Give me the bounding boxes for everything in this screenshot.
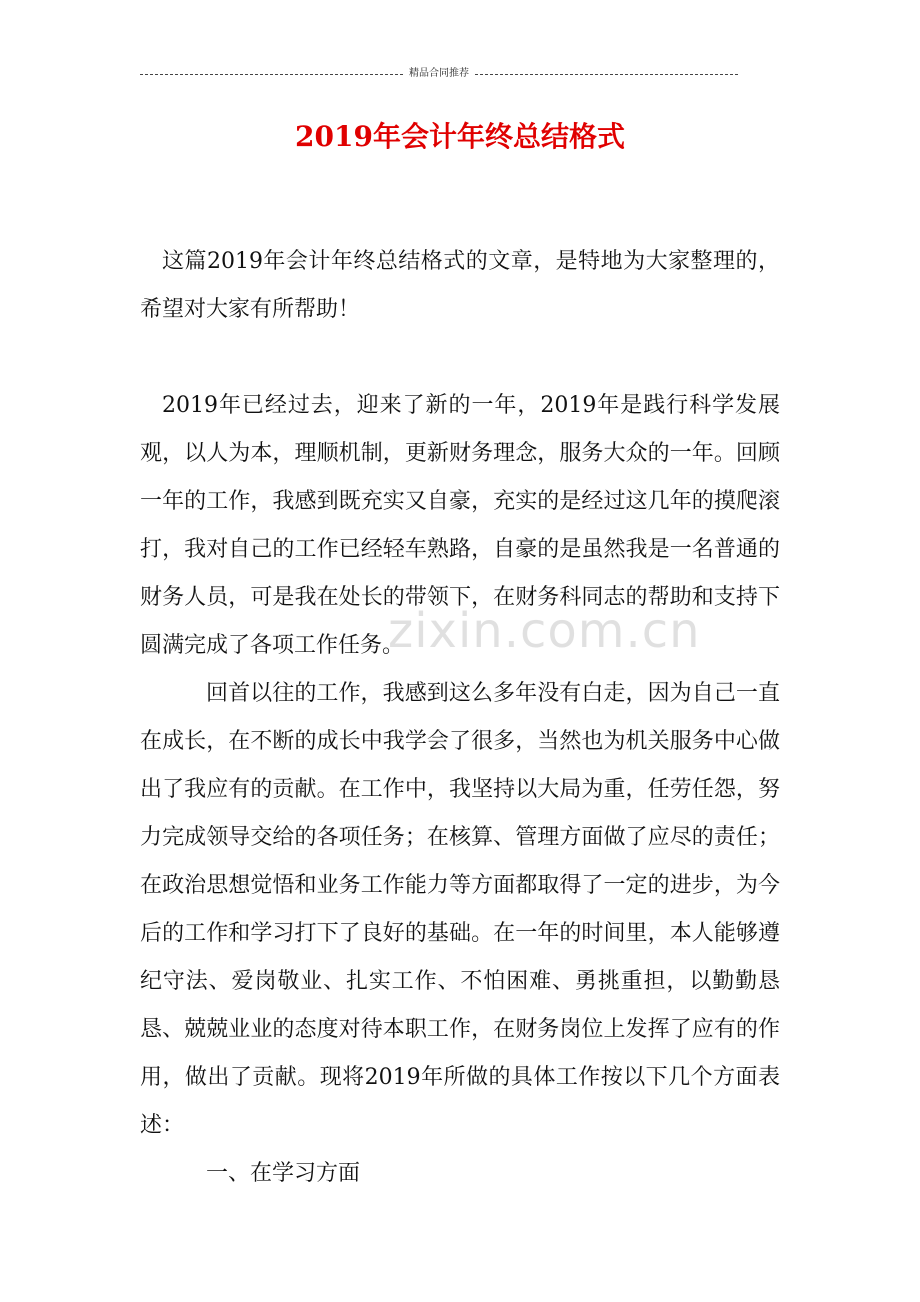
header-label: 精品合同推荐 [409,68,469,79]
page-header [140,66,738,82]
intro-paragraph: 这篇2019年会计年终总结格式的文章，是特地为大家整理的，希望对大家有所帮助！ [140,249,780,322]
document-body [140,238,780,1198]
document-title: 2019年会计年终总结格式 [295,120,625,153]
body-paragraph-2: 回首以往的工作，我感到这么多年没有白走，因为自己一直在成长，在不断的成长中我学会了很多，当然也为机关服务中心做出了我应有的贡献。在工作中，我坚持以大局为重，任劳任怨，努力完成领导交给的各项任务；在核算、管理方面做了应尽的责任；在政治思想觉悟和业务工作能力等方面都取得了一定的进步，为今后的工作和学习打下了良好的基础。在一年的时间里，本人能够遵纪守法、爱岗敬业、扎实工作、不怕困难、勇挑重担，以勤勤恳恳、兢兢业业的态度对待本职工作，在财务岗位上发挥了应有的作用，做出了贡献。现将2019年所做的具体工作按以下几个方面表述： [140,681,780,1138]
watermark: zixin.com.cn [388,603,701,659]
header-dash-left [140,74,403,75]
body-paragraph-1: 2019年已经过去，迎来了新的一年，2019年是践行科学发展观，以人为本，理顺机制，更新财务理念，服务大众的一年。回顾一年的工作，我感到既充实又自豪，充实的是经过这几年的摸爬滚打，我对自己的工作已经轻车熟路，自豪的是虽然我是一名普通的财务人员，可是我在处长的带领下，在财务科同志的帮助和支持下圆满完成了各项工作任务。 [140,393,780,658]
header-dash-right [475,74,738,75]
section-heading: 一、在学习方面 [206,1161,361,1186]
